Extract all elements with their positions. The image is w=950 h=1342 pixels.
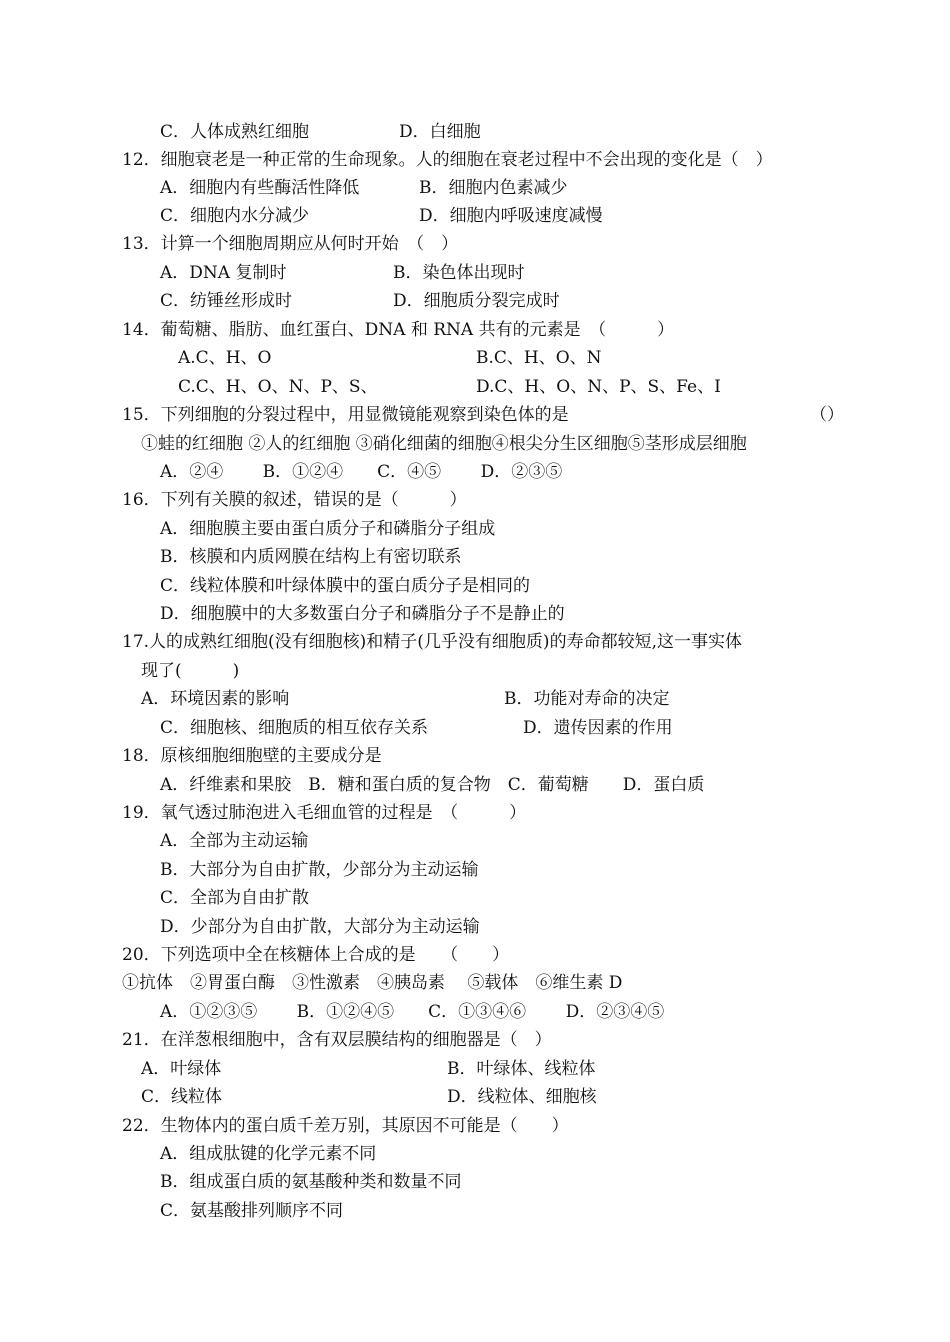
option-line: B．大部分为自由扩散，少部分为主动运输 <box>160 860 479 880</box>
option-line: C．细胞核、细胞质的相互依存关系 <box>160 718 429 738</box>
option-line: C．线粒体 <box>141 1087 223 1107</box>
option-line: C.C、H、O、N、P、S、 <box>178 377 378 397</box>
question-17-cont: 现了( ) <box>141 661 240 681</box>
option-line: B.C、H、O、N <box>476 348 602 368</box>
option-line: B．染色体出现时 <box>393 263 525 283</box>
option-line: D.C、H、O、N、P、S、Fe、I <box>476 377 721 397</box>
option-line: A．组成肽键的化学元素不同 <box>160 1144 377 1164</box>
option-line: C．线粒体膜和叶绿体膜中的蛋白质分子是相同的 <box>160 576 531 596</box>
option-line: D．细胞质分裂完成时 <box>393 291 560 311</box>
item-list: ①抗体 ②胃蛋白酶 ③性激素 ④胰岛素 ⑤载体 ⑥维生素 D <box>122 973 623 993</box>
question-13: 13．计算一个细胞周期应从何时开始 （ ） <box>122 234 459 254</box>
question-17: 17.人的成熟红细胞(没有细胞核)和精子(几乎没有细胞质)的寿命都较短,这一事实体 <box>122 632 742 652</box>
option-line: D．少部分为自由扩散，大部分为主动运输 <box>160 917 480 937</box>
question-15: 15．下列细胞的分裂过程中，用显微镜能观察到染色体的是 <box>122 405 569 425</box>
option-line: D．白细胞 <box>399 122 481 142</box>
question-14: 14．葡萄糖、脂肪、血红蛋白、DNA 和 RNA 共有的元素是 （ ） <box>122 320 675 340</box>
option-line: A．环境因素的影响 <box>141 689 290 709</box>
option-line: D．遗传因素的作用 <box>523 718 673 738</box>
question-19: 19．氧气透过肺泡进入毛细血管的过程是 （ ） <box>122 803 527 823</box>
option-line: A．细胞内有些酶活性降低 <box>160 178 360 198</box>
question-18: 18．原核细胞细胞壁的主要成分是 <box>122 746 382 766</box>
question-16: 16．下列有关膜的叙述，错误的是（ ） <box>122 490 467 510</box>
option-line: D．线粒体、细胞核 <box>447 1087 597 1107</box>
question-20: 20．下列选项中全在核糖体上合成的是 （ ） <box>122 945 510 965</box>
question-22: 22．生物体内的蛋白质千差万别，其原因不可能是（ ） <box>122 1116 569 1136</box>
item-list: ①蛙的红细胞 ②人的红细胞 ③硝化细菌的细胞④根尖分生区细胞⑤茎形成层细胞 <box>141 434 747 454</box>
option-line: C．氨基酸排列顺序不同 <box>160 1201 344 1221</box>
option-line: C．纺锤丝形成时 <box>160 291 293 311</box>
option-line: A.C、H、O <box>178 348 272 368</box>
option-line: A．①②③⑤ B．①②④⑤ C．①③④⑥ D．②③④⑤ <box>160 1002 665 1022</box>
option-line: A．②④ B．①②④ C．④⑤ D．②③⑤ <box>160 462 563 482</box>
option-line: B．核膜和内质网膜在结构上有密切联系 <box>160 547 462 567</box>
option-line: A．DNA 复制时 <box>160 263 287 283</box>
option-line: A．叶绿体 <box>141 1059 222 1079</box>
option-line: B．叶绿体、线粒体 <box>447 1059 596 1079</box>
option-line: A．纤维素和果胶 B．糖和蛋白质的复合物 C．葡萄糖 D．蛋白质 <box>160 775 705 795</box>
option-line: D．细胞膜中的大多数蛋白分子和磷脂分子不是静止的 <box>160 604 565 624</box>
option-line: B．细胞内色素减少 <box>419 178 568 198</box>
answer-bracket: （） <box>810 405 844 425</box>
option-line: C．全部为自由扩散 <box>160 888 310 908</box>
option-line: A．全部为主动运输 <box>160 831 309 851</box>
option-line: B．组成蛋白质的氨基酸种类和数量不同 <box>160 1172 462 1192</box>
option-line: D．细胞内呼吸速度减慢 <box>419 206 603 226</box>
option-line: B．功能对寿命的决定 <box>504 689 670 709</box>
question-21: 21．在洋葱根细胞中，含有双层膜结构的细胞器是（ ） <box>122 1030 552 1050</box>
question-12: 12．细胞衰老是一种正常的生命现象。人的细胞在衰老过程中不会出现的变化是（ ） <box>122 150 773 170</box>
option-line: C．人体成熟红细胞 <box>160 122 310 142</box>
option-line: C．细胞内水分减少 <box>160 206 310 226</box>
option-line: A．细胞膜主要由蛋白质分子和磷脂分子组成 <box>160 519 496 539</box>
